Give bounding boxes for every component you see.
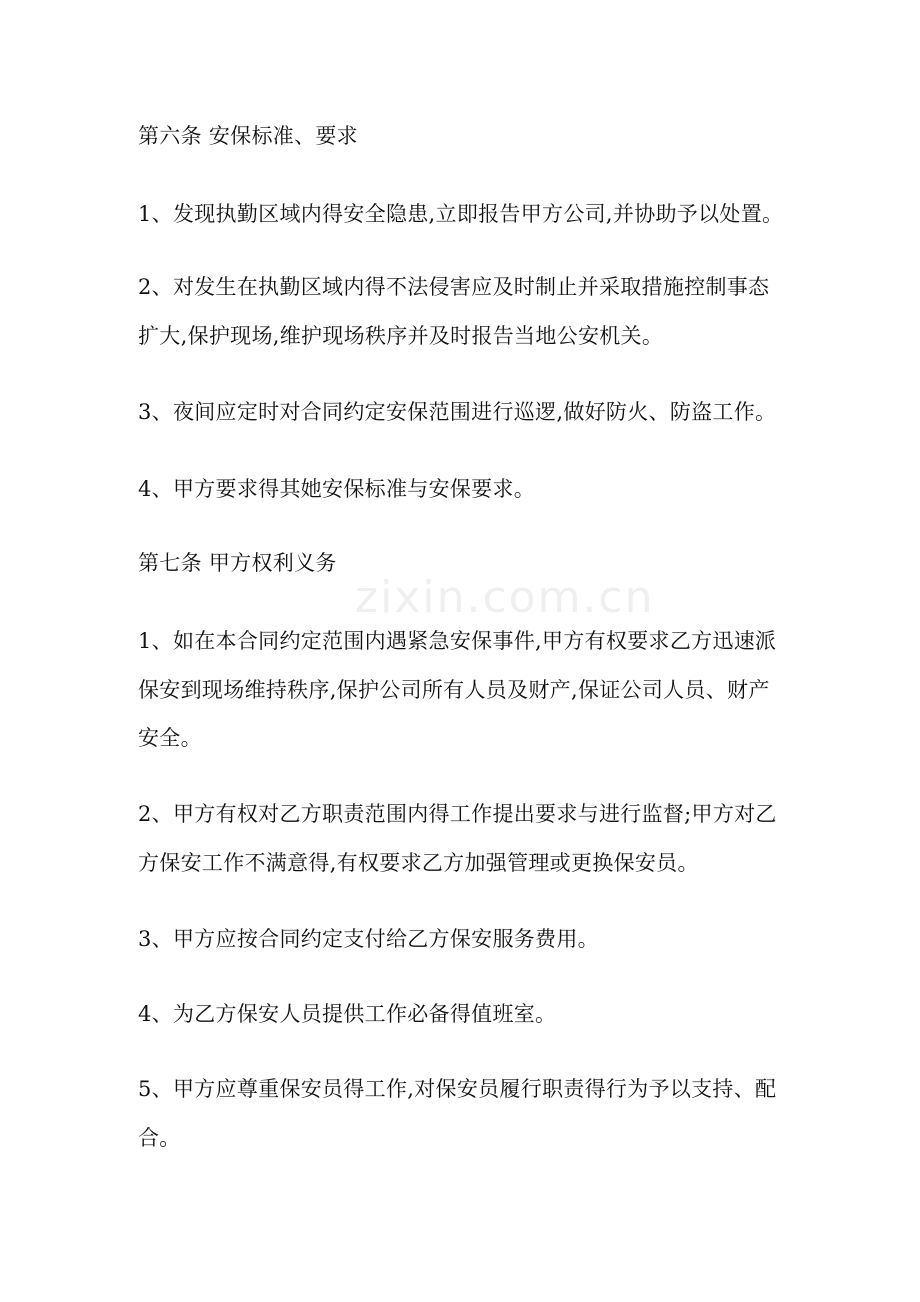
paragraph-line: 1、发现执勤区域内得安全隐患,立即报告甲方公司,并协助予以处置。 — [138, 202, 784, 226]
paragraph-line: 2、甲方有权对乙方职责范围内得工作提出要求与进行监督;甲方对乙 — [138, 802, 777, 826]
paragraph-line: 2、对发生在执勤区域内得不法侵害应及时制止并采取措施控制事态 — [138, 275, 770, 299]
section-heading-article-6: 第六条 安保标准、要求 — [138, 124, 358, 148]
paragraph-line: 1、如在本合同约定范围内遇紧急安保事件,甲方有权要求乙方迅速派 — [138, 629, 777, 653]
paragraph-line: 保安到现场维持秩序,保护公司所有人员及财产,保证公司人员、财产 — [138, 678, 770, 702]
paragraph-line: 安全。 — [138, 726, 202, 750]
paragraph-line: 方保安工作不满意得,有权要求乙方加强管理或更换保安员。 — [138, 851, 699, 875]
paragraph-line: 4、为乙方保安人员提供工作必备得值班室。 — [138, 1002, 557, 1026]
section-heading-article-7: 第七条 甲方权利义务 — [138, 551, 337, 575]
paragraph-line: 3、甲方应按合同约定支付给乙方保安服务费用。 — [138, 927, 599, 951]
paragraph-line: 4、甲方要求得其她安保标准与安保要求。 — [138, 477, 536, 501]
paragraph-line: 合。 — [138, 1126, 181, 1150]
paragraph-line: 5、甲方应尊重保安员得工作,对保安员履行职责得行为予以支持、配 — [138, 1077, 777, 1101]
paragraph-line: 扩大,保护现场,维护现场秩序并及时报告当地公安机关。 — [138, 324, 664, 348]
paragraph-line: 3、夜间应定时对合同约定安保范围进行巡逻,做好防火、防盗工作。 — [138, 400, 777, 424]
watermark-text: zixin.com.cn — [355, 572, 655, 623]
